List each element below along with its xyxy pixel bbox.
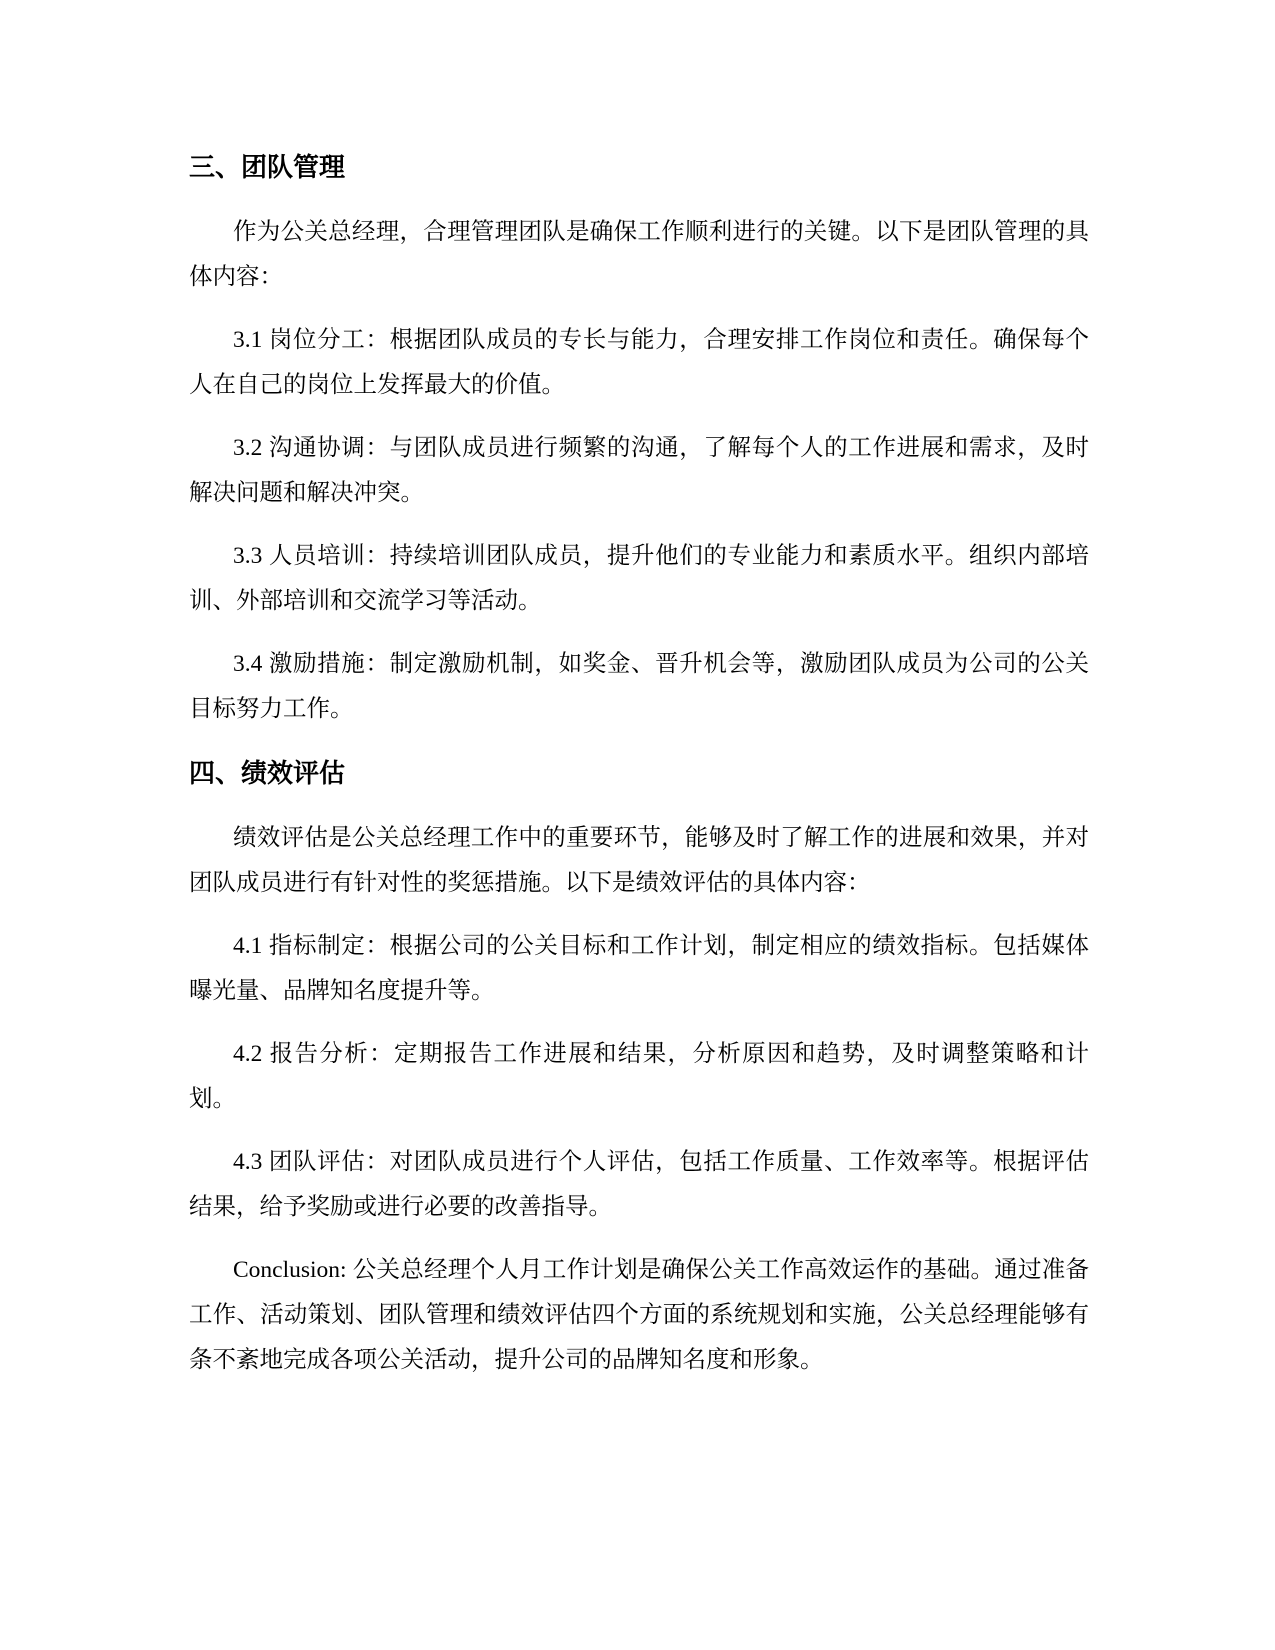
paragraph-4-1-indicators: 4.1 指标制定：根据公司的公关目标和工作计划，制定相应的绩效指标。包括媒体曝光量、品牌知名度提升等。: [189, 933, 1089, 1004]
paragraph-team-management-intro: 作为公关总经理，合理管理团队是确保工作顺利进行的关键。以下是团队管理的具体内容：: [189, 219, 1089, 290]
paragraph-4-2-report-analysis: 4.2 报告分析：定期报告工作进展和结果，分析原因和趋势，及时调整策略和计划。: [189, 1041, 1089, 1112]
paragraph-conclusion: Conclusion: 公关总经理个人月工作计划是确保公关工作高效运作的基础。通过准备工作、活动策划、团队管理和绩效评估四个方面的系统规划和实施，公关总经理能够有条不紊地完成各项公关活动，提升公司的品牌知名度和形象。: [189, 1257, 1089, 1373]
section-heading-team-management: 三、团队管理: [189, 153, 346, 183]
paragraph-3-1-job-division: 3.1 岗位分工：根据团队成员的专长与能力，合理安排工作岗位和责任。确保每个人在自己的岗位上发挥最大的价值。: [189, 327, 1089, 398]
paragraph-3-2-communication: 3.2 沟通协调：与团队成员进行频繁的沟通，了解每个人的工作进展和需求，及时解决问题和解决冲突。: [189, 435, 1089, 506]
paragraph-performance-evaluation-intro: 绩效评估是公关总经理工作中的重要环节，能够及时了解工作的进展和效果，并对团队成员进行有针对性的奖惩措施。以下是绩效评估的具体内容：: [189, 825, 1089, 896]
paragraph-4-3-team-evaluation: 4.3 团队评估：对团队成员进行个人评估，包括工作质量、工作效率等。根据评估结果，给予奖励或进行必要的改善指导。: [189, 1149, 1089, 1220]
paragraph-3-4-incentives: 3.4 激励措施：制定激励机制，如奖金、晋升机会等，激励团队成员为公司的公关目标努力工作。: [189, 651, 1089, 722]
section-heading-performance-evaluation: 四、绩效评估: [189, 759, 346, 789]
document-page: [189, 0, 1089, 1650]
paragraph-3-3-training: 3.3 人员培训：持续培训团队成员，提升他们的专业能力和素质水平。组织内部培训、外部培训和交流学习等活动。: [189, 543, 1089, 614]
